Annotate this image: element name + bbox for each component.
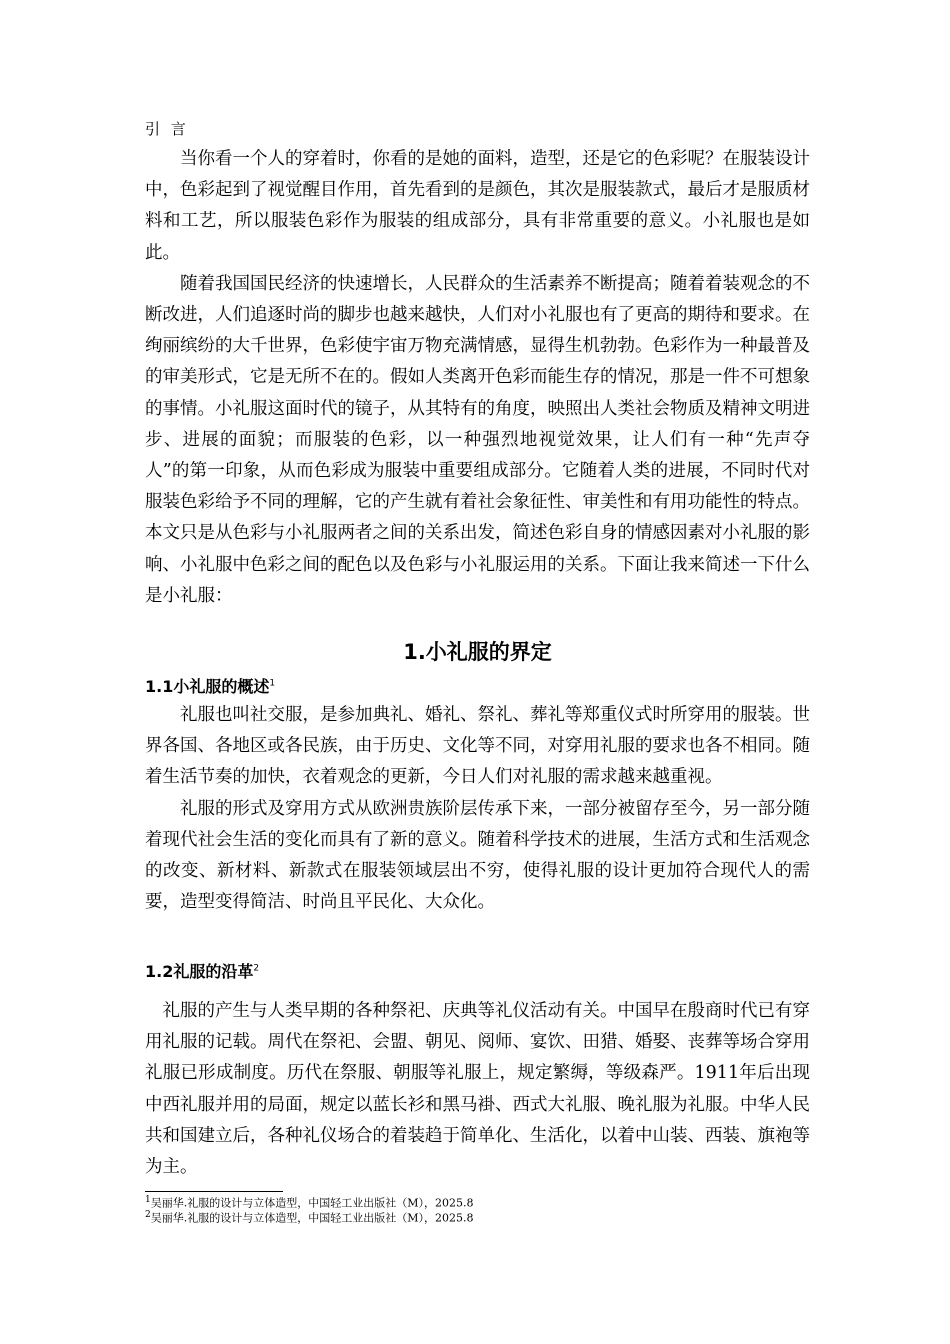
chapter-title: 1.小礼服的界定 — [403, 640, 552, 664]
section-2-paragraph: 礼服的产生与人类早期的各种祭祀、庆典等礼仪活动有关。中国早在殷商时代已有穿用礼服的记载。周代在祭祀、会盟、朝见、阅师、宴饮、田猎、婚娶、丧葬等场合穿用礼服已形成制度。历代在祭服、朝服等礼服上，规定繁缛，等级森严。1911年后出现中西礼服并用的局面，规定以蓝长衫和黑马褂、西式大礼服、晚礼服为礼服。中华人民共和国建立后，各种礼仪场合的着装趋于简单化、生活化，以着中山装、西装、旗袍等为主。 — [145, 1001, 810, 1178]
footnote-1-text: 吴丽华.礼服的设计与立体造型，中国轻工业出版社（M），2025.8 — [150, 1196, 474, 1210]
footnote-2-mark: 2 — [145, 1210, 151, 1220]
section-2-body — [145, 996, 810, 1183]
section-2-note-mark: 2 — [253, 963, 260, 974]
intro-section — [145, 144, 810, 612]
intro-paragraph-1: 当你看一个人的穿着时，你看的是她的面料，造型，还是它的色彩呢？在服装设计中，色彩起到了视觉醒目作用，首先看到的是颜色，其次是服装款式，最后才是服质材料和工艺，所以服装色彩作为服装的组成部分，具有非常重要的意义。小礼服也是如此。 — [145, 149, 810, 263]
footnote-separator — [145, 1191, 283, 1192]
section-1-body — [145, 700, 810, 918]
section-1-title: 1.1小礼服的概述 — [145, 677, 270, 696]
footnote-2 — [145, 1208, 473, 1226]
section-2-heading — [145, 959, 259, 982]
footnote-1-mark: 1 — [145, 1195, 151, 1205]
section-1-paragraph-2: 礼服的形式及穿用方式从欧洲贵族阶层传承下来，一部分被留存至今，另一部分随着现代社会生活的变化而具有了新的意义。随着科学技术的进展，生活方式和生活观念的改变、新材料、新款式在服装领域层出不穷，使得礼服的设计更加符合现代人的需要，造型变得简洁、时尚且平民化、大众化。 — [145, 798, 810, 913]
section-1-note-mark: 1 — [269, 678, 276, 689]
section-1-heading — [145, 674, 275, 697]
section-1-paragraph-1: 礼服也叫社交服，是参加典礼、婚礼、祭礼、葬礼等郑重仪式时所穿用的服装。世界各国、各地区或各民族，由于历史、文化等不同，对穿用礼服的要求也各不相同。随着生活节奏的加快，衣着观念的更新，今日人们对礼服的需求越来越重视。 — [145, 705, 810, 788]
section-2-title: 1.2礼服的沿革 — [145, 962, 254, 981]
intro-paragraph-2: 随着我国国民经济的快速增长，人民群众的生活素养不断提高；随着着装观念的不断改进，人们追逐时尚的脚步也越来越快，人们对小礼服也有了更高的期待和要求。在绚丽缤纷的大千世界，色彩使宇宙万物充满情感，显得生机勃勃。色彩作为一种最普及的审美形式，它是无所不在的。假如人类离开色彩而能生存的情况，那是一件不可想象的事情。小礼服这面时代的镜子，从其特有的角度，映照出人类社会物质及精神文明进步、进展的面貌；而服装的色彩，以一种强烈地视觉效果，让人们有一种“先声夺人”的第一印象，从而色彩成为服装中重要组成部分。它随着人类的进展，不同时代对服装色彩给予不同的理解，它的产生就有着社会象征性、审美性和有用功能性的特点。本文只是从色彩与小礼服两者之间的关系出发，简述色彩自身的情感因素对小礼服的影响、小礼服中色彩之间的配色以及色彩与小礼服运用的关系。下面让我来简述一下什么是小礼服： — [145, 273, 810, 606]
intro-label: 引 言 — [145, 120, 189, 138]
footnote-2-text: 吴丽华.礼服的设计与立体造型，中国轻工业出版社（M），2025.8 — [150, 1211, 474, 1225]
